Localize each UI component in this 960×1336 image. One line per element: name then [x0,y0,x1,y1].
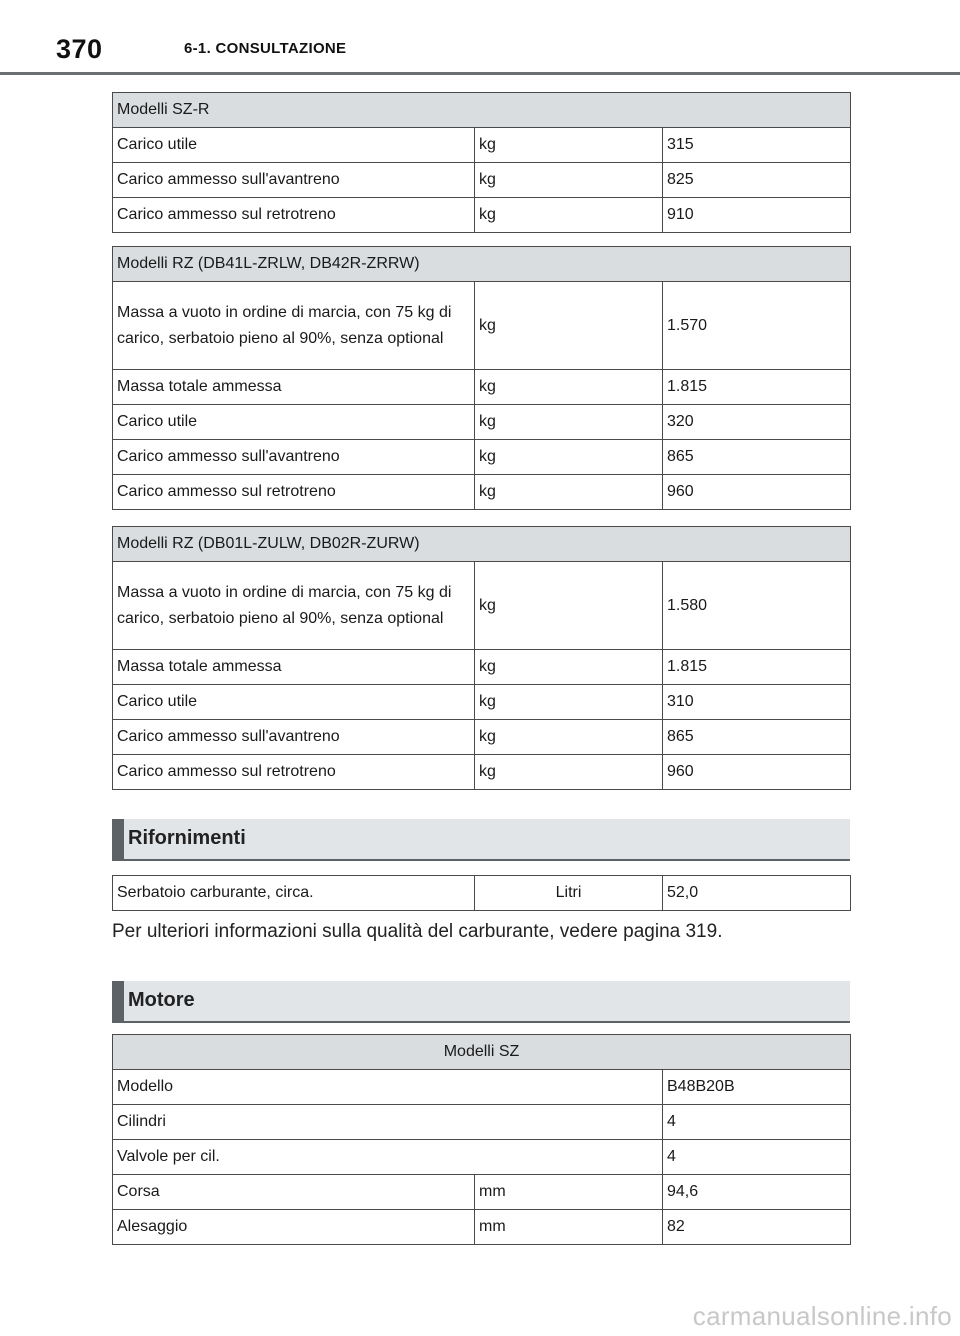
table-rz-zrlw [112,246,851,510]
row-label: Valvole per cil. [113,1140,663,1175]
row-value: 1.815 [663,650,851,685]
table-title: Modelli RZ (DB41L-ZRLW, DB42R-ZRRW) [113,247,851,282]
row-label: Carico utile [113,128,475,163]
row-label: Corsa [113,1175,475,1210]
row-unit: kg [475,163,663,198]
row-unit: kg [475,650,663,685]
table-rz-zulw [112,526,851,790]
row-value: 1.580 [663,562,851,650]
row-value: 960 [663,755,851,790]
row-unit: kg [475,755,663,790]
row-label: Serbatoio carburante, circa. [113,876,475,911]
row-value: B48B20B [663,1070,851,1105]
row-label: Carico ammesso sul retrotreno [113,755,475,790]
row-label: Carico ammesso sul retrotreno [113,475,475,510]
chapter-title: 6-1. CONSULTAZIONE [184,40,347,57]
row-value: 52,0 [663,876,851,911]
table-row [113,475,851,510]
row-unit: mm [475,1175,663,1210]
table-row [113,650,851,685]
table-row [113,1140,851,1175]
row-value: 865 [663,720,851,755]
row-label: Massa totale ammessa [113,370,475,405]
row-unit: kg [475,282,663,370]
fuel-quality-note: Per ulteriori informazioni sulla qualità del carburante, vedere pagina 319. [112,921,723,942]
table-row [113,1070,851,1105]
row-label: Carico ammesso sul retrotreno [113,198,475,233]
row-unit: kg [475,562,663,650]
table-row [113,562,851,650]
row-value: 865 [663,440,851,475]
table-row [113,720,851,755]
row-value: 1.570 [663,282,851,370]
row-unit: kg [475,405,663,440]
row-value: 4 [663,1140,851,1175]
row-label: Cilindri [113,1105,663,1140]
table-row [113,440,851,475]
table-engine [112,1034,851,1245]
row-value: 910 [663,198,851,233]
row-value: 320 [663,405,851,440]
table-row [113,128,851,163]
row-label: Modello [113,1070,663,1105]
table-fuel [112,875,851,911]
page-number: 370 [56,34,103,64]
row-value: 960 [663,475,851,510]
row-value: 4 [663,1105,851,1140]
row-unit: kg [475,685,663,720]
table-title: Modelli SZ [113,1035,851,1070]
section-heading-rifornimenti [112,819,850,861]
row-label: Massa a vuoto in ordine di marcia, con 75 kg di carico, serbatoio pieno al 90%, senza optional [113,282,475,370]
row-label: Massa a vuoto in ordine di marcia, con 75 kg di carico, serbatoio pieno al 90%, senza optional [113,562,475,650]
table-row [113,1105,851,1140]
section-heading-motore [112,981,850,1023]
row-unit: kg [475,720,663,755]
table-row [113,370,851,405]
row-unit: kg [475,475,663,510]
section-title: Rifornimenti [128,827,246,849]
row-label: Carico ammesso sull'avantreno [113,720,475,755]
row-unit: Litri [475,876,663,911]
row-value: 82 [663,1210,851,1245]
row-unit: kg [475,370,663,405]
table-row [113,405,851,440]
watermark: carmanualsonline.info [692,1301,952,1331]
page-header [0,0,960,78]
table-title: Modelli RZ (DB01L-ZULW, DB02R-ZURW) [113,527,851,562]
row-value: 94,6 [663,1175,851,1210]
row-label: Massa totale ammessa [113,650,475,685]
header-rule [0,72,960,75]
table-row [113,1175,851,1210]
table-sz-r [112,92,851,233]
row-label: Carico utile [113,685,475,720]
row-unit: kg [475,128,663,163]
table-row [113,685,851,720]
row-value: 310 [663,685,851,720]
table-row [113,876,851,911]
row-unit: kg [475,198,663,233]
row-unit: mm [475,1210,663,1245]
section-title: Motore [128,989,195,1011]
row-label: Carico ammesso sull'avantreno [113,163,475,198]
row-unit: kg [475,440,663,475]
table-row [113,282,851,370]
row-value: 315 [663,128,851,163]
table-row [113,755,851,790]
row-value: 1.815 [663,370,851,405]
table-row [113,1210,851,1245]
row-value: 825 [663,163,851,198]
row-label: Carico utile [113,405,475,440]
table-row [113,163,851,198]
table-row [113,198,851,233]
row-label: Alesaggio [113,1210,475,1245]
table-title: Modelli SZ-R [113,93,851,128]
row-label: Carico ammesso sull'avantreno [113,440,475,475]
